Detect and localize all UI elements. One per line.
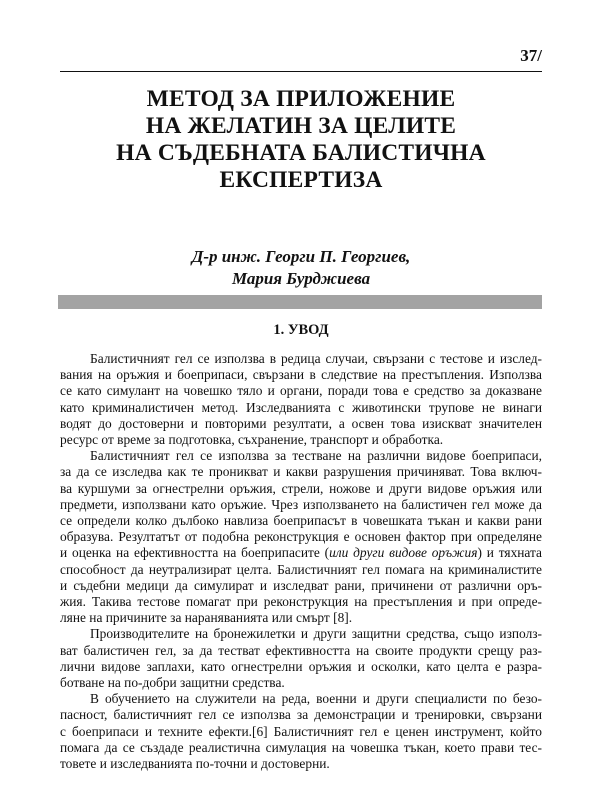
text-line: помага да се създаде реалистична симулация на човешка тъкан, което прави тес- [60, 739, 542, 755]
title-line: НА СЪДЕБНАТА БАЛИСТИЧНА [116, 140, 486, 166]
text-line: се като симулант на човешко тяло и органи, поради това е средство за доказване [60, 383, 542, 399]
text-line: жия. Такива тестове помагат при реконструкция на престъпления и при опреде- [60, 594, 542, 610]
paragraph [60, 691, 542, 772]
text-segment: ) и тяхната [477, 545, 542, 561]
text-line: ботване на по-добри защитни средства. [60, 675, 285, 691]
text-line: В обучението на служители на реда, военни и други специалисти по безо- [90, 691, 542, 707]
text-line: за да се изследва как те проникват и какви разрушения причиняват. Това включ- [60, 464, 542, 480]
text-line: предмети, използвани като оръжие. Чрез използването на балистичен гел може да [60, 496, 542, 512]
text-line: образува. Резултатът от подобна реконструкция е основен фактор при определяне [60, 529, 542, 545]
text-line: водят до достоверни и повторими резултати, а освен това изискват значителен [60, 415, 542, 431]
paragraph [60, 448, 542, 626]
text-line: товете и изследванията по-точни и достоверни. [60, 756, 330, 772]
separator-bar [58, 295, 542, 309]
text-line: ляне на причините за нараняванията или смърт [8]. [60, 610, 353, 626]
author-line: Д-р инж. Георги П. Георгиев, [191, 247, 411, 266]
text-line: Производителите на бронежилетки и други защитни средства, също използ- [90, 626, 542, 642]
text-line: лични видове заплахи, като огнестрелни оръжия и осколки, като целта е разра- [60, 658, 542, 674]
text-line: се определи колко дълбоко навлиза боеприпасът в човешката тъкан и какви рани [60, 513, 542, 529]
title-line: МЕТОД ЗА ПРИЛОЖЕНИЕ [146, 86, 456, 112]
text-line: способност да неутрализират целта. Балистичният гел помага на криминалистите [60, 561, 542, 577]
title-line: ЕКСПЕРТИЗА [219, 167, 383, 193]
body-text [60, 351, 542, 772]
authors [60, 246, 542, 290]
text-line: като криминалистичен метод. Изследванията с животински трупове не винаги [60, 399, 542, 415]
author-line: Мария Бурджиева [231, 269, 371, 288]
article-title [60, 86, 542, 194]
text-line [60, 545, 542, 561]
text-line: вания на оръжия и боеприпаси, свързани в следствие на престъпления. Използва [60, 367, 542, 383]
text-line: пасност, балистичният гел се използва за демонстрации и тренировки, свързани [60, 707, 542, 723]
header-rule [60, 71, 542, 72]
text-line: с боеприпаси и техните ефекти.[6] Балистичният гел е ценен инструмент, който [60, 723, 542, 739]
text-line: и съдебни медици да симулират и изследват рани, причинени от различни оръ- [60, 577, 542, 593]
paragraph [60, 351, 542, 448]
paragraph [60, 626, 542, 691]
text-segment: и оценка на ефективността на боеприпасите ( [60, 545, 330, 561]
page-number: 37/ [520, 46, 542, 65]
text-line: Балистичният гел се използва в редица случаи, свързани с тестове и изслед- [90, 351, 542, 366]
text-line: ва куршуми за огнестрелни оръжия, стрели, ножове и други видове оръжия или [60, 480, 542, 496]
section-heading: 1. УВОД [273, 322, 329, 338]
italic-phrase: или други видове оръжия [329, 545, 478, 561]
title-line: НА ЖЕЛАТИН ЗА ЦЕЛИТЕ [145, 113, 457, 139]
text-line: Балистичният гел се използва за тестване на различни видове боеприпаси, [90, 448, 542, 464]
text-line: ресурс от време за подготовка, съхранение, транспорт и обработка. [60, 432, 444, 448]
text-line: ват балистичен гел, за да тестват ефективността на своите продукти срещу раз- [60, 642, 542, 658]
